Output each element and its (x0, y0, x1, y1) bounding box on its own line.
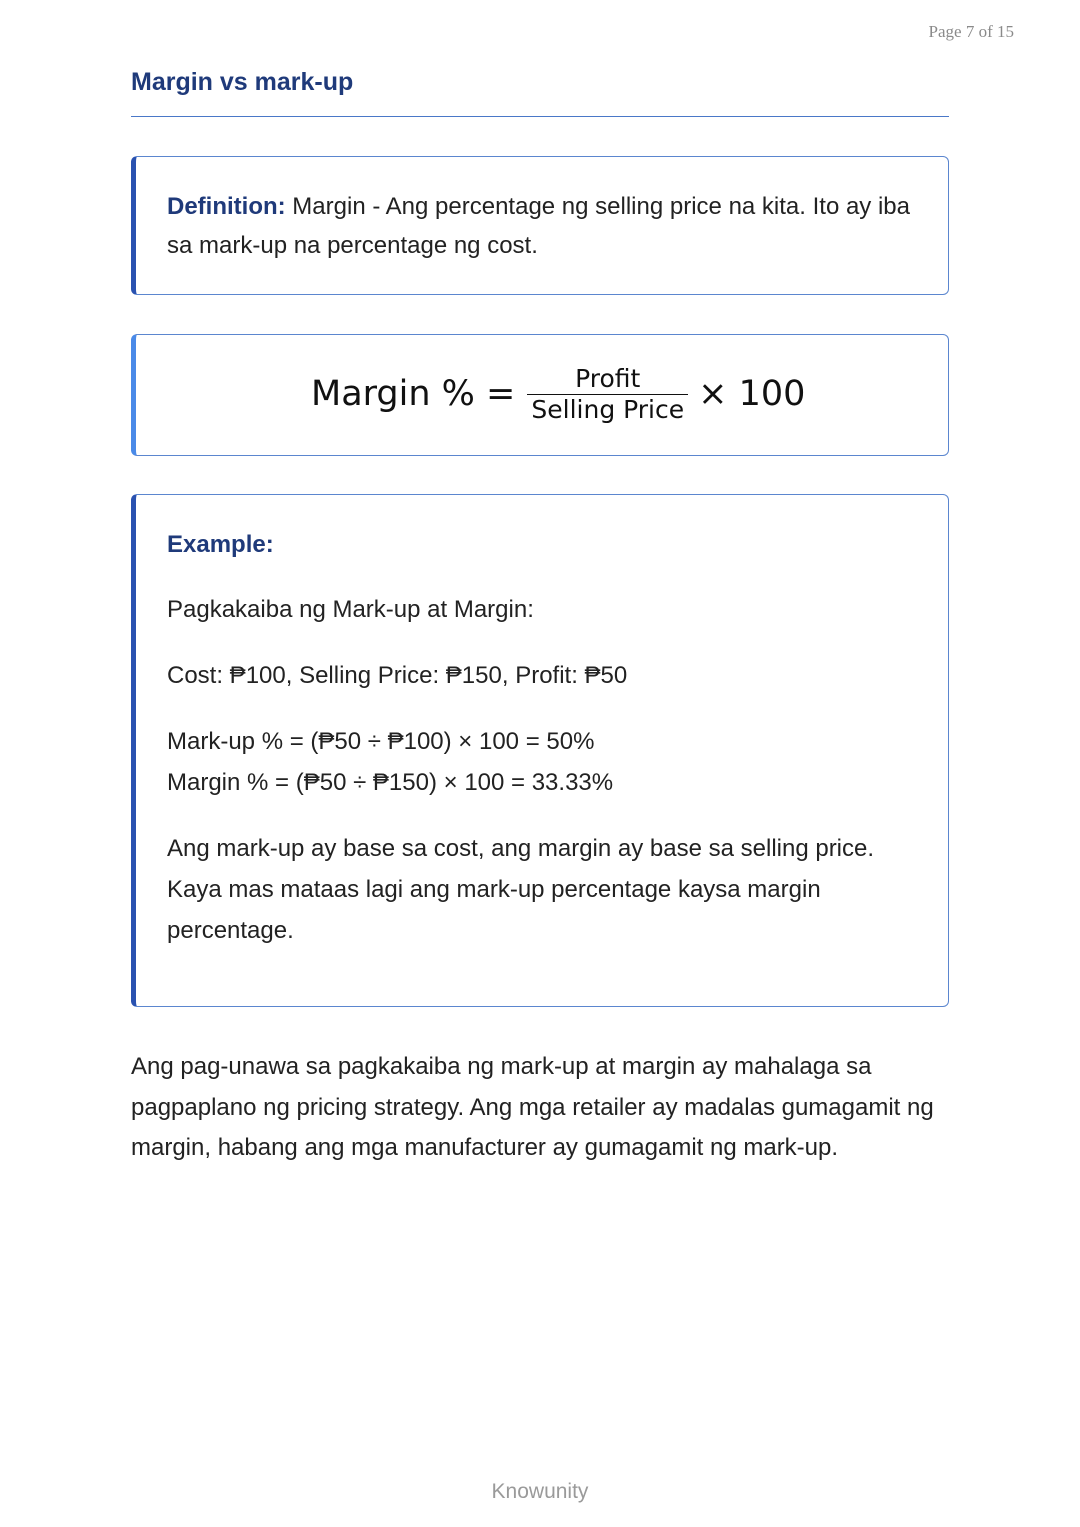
example-note: Ang mark-up ay base sa cost, ang margin ay base sa selling price. Kaya mas mataas lagi ang mark-up percentage kaysa margin percentage. (167, 835, 875, 944)
example-box (131, 494, 949, 1007)
definition-box (131, 156, 949, 295)
formula-lhs: Margin % = (311, 374, 516, 414)
example-label: Example: (167, 531, 274, 558)
markup-calculation: Mark-up % = (₱50 ÷ ₱100) × 100 = 50% (167, 728, 595, 755)
margin-calculation: Margin % = (₱50 ÷ ₱150) × 100 = 33.33% (167, 769, 614, 796)
formula-multiplier: × 100 (698, 374, 806, 414)
title-divider (131, 116, 949, 117)
formula-numerator: Profit (575, 363, 641, 393)
example-intro: Pagkakaiba ng Mark-up at Margin: (167, 596, 534, 623)
example-values: Cost: ₱100, Selling Price: ₱150, Profit: ₱50 (167, 662, 628, 689)
example-calculations (167, 721, 914, 803)
definition-label: Definition: (167, 193, 286, 220)
section-title: Margin vs mark-up (131, 68, 354, 96)
closing-paragraph: Ang pag-unawa sa pagkakaiba ng mark-up at margin ay mahalaga sa pagpaplano ng pricing strategy. Ang mga retailer ay madalas gumagamit ng margin, habang ang mga manufacturer ay gumagamit ng mark-up. (131, 1053, 934, 1161)
page-number: Page 7 of 15 (928, 22, 1014, 41)
formula-fraction (527, 365, 688, 424)
definition-text: Margin - Ang percentage ng selling price na kita. Ito ay iba sa mark-up na percentage ng cost. (167, 193, 911, 259)
formula-denominator: Selling Price (527, 394, 688, 424)
formula-box (131, 334, 949, 456)
margin-formula (311, 359, 805, 429)
footer-brand: Knowunity (491, 1480, 589, 1503)
